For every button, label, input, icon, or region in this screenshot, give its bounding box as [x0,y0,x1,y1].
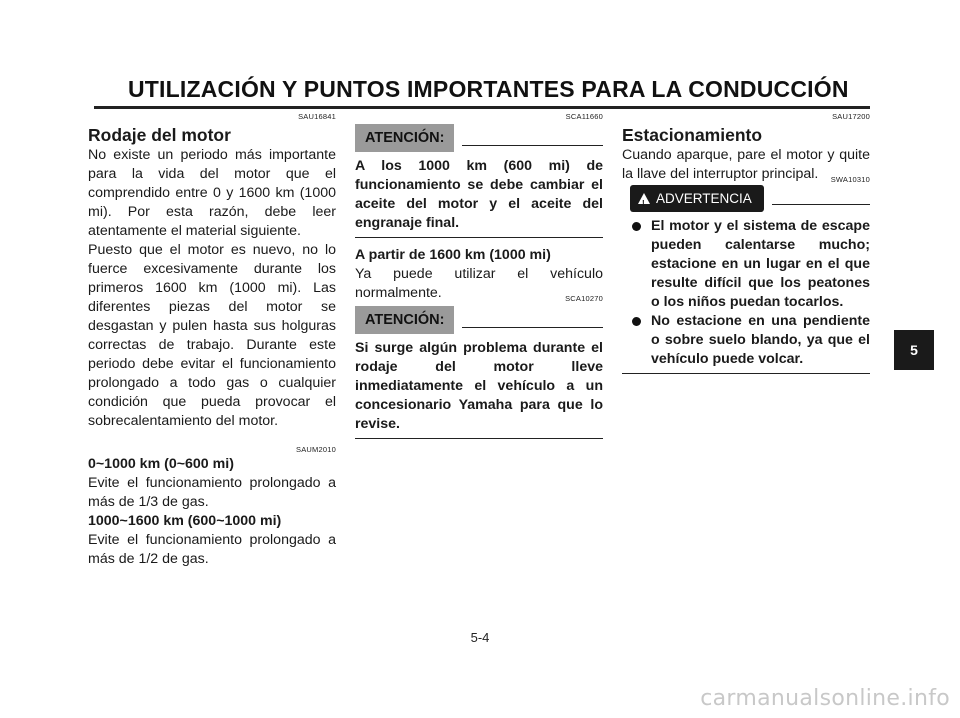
warning-label-box [630,185,764,212]
chapter-tab: 5 [894,330,934,370]
paragraph: Ya puede utilizar el vehículo normalmente. [355,266,603,301]
warning-header [622,185,870,211]
list-item: El motor y el sistema de escape pueden calentarse mucho; estacione en un lugar en el que resulte difícil que los peatones o los niños puedan tocarlos. [622,217,870,312]
section-code: SCA11660 [565,112,603,121]
notice-rule [462,327,603,328]
notice-text: A los 1000 km (600 mi) de funcionamiento se debe cambiar el aceite del motor y el aceite del engranaje final. [355,158,603,231]
section-title-estacionamiento: Estacionamiento [622,125,763,145]
warning-triangle-icon: ! [638,193,650,204]
list-item: No estacione en una pendiente o sobre suelo blando, ya que el vehículo puede volcar. [622,312,870,369]
section-code: SAUM2010 [296,445,336,454]
notice-header [355,123,603,153]
column-notices [355,112,603,439]
paragraph: Evite el funcionamiento prolongado a más de 1/2 de gas. [88,532,336,567]
paragraph: No existe un periodo más importante para la vida del motor que el comprendido entre 0 y 1600 km (1000 mi). Por esta razón, debe leer atentamente el material siguiente. [88,147,336,239]
bullet-icon [632,222,641,231]
section-title-rodaje: Rodaje del motor [88,125,231,145]
column-estacionamiento [622,112,870,374]
subheading: 0~1000 km (0~600 mi) [88,456,234,472]
paragraph: Puesto que el motor es nuevo, no lo fuerce excesivamente durante los primeros 1600 km (1000 mi). Las diferentes piezas del motor se desgastan y pulen hasta sus holguras correctas de trabajo. Durante este periodo debe evitar el funcionamiento prolongado a todo gas o cualquier condición que pueda provocar el sobrecalentamiento del motor. [88,242,336,429]
watermark: carmanualsonline.info [700,686,950,711]
notice-bottom-rule [355,438,603,439]
subheading: A partir de 1600 km (1000 mi) [355,247,551,263]
header-rule [94,106,870,109]
warning-list [622,217,870,369]
notice-bottom-rule [355,237,603,238]
column-rodaje [88,112,336,569]
warning-label: ADVERTENCIA [656,190,752,206]
notice-header [355,305,603,335]
section-code: SWA10310 [830,175,870,184]
subheading: 1000~1600 km (600~1000 mi) [88,513,282,529]
page-number: 5-4 [470,630,490,645]
paragraph: Evite el funcionamiento prolongado a más de 1/3 de gas. [88,475,336,510]
section-code: SAU17200 [832,112,870,121]
notice-rule [462,145,603,146]
warning-bottom-rule [622,373,870,374]
warning-rule [772,204,870,205]
notice-text: Si surge algún problema durante el rodaje del motor lleve inmediatamente el vehículo a un concesionario Yamaha para que lo revise. [355,340,603,432]
bullet-icon [632,317,641,326]
notice-label: ATENCIÓN: [355,306,454,334]
page-title: UTILIZACIÓN Y PUNTOS IMPORTANTES PARA LA CONDUCCIÓN [128,76,849,102]
notice-label: ATENCIÓN: [355,124,454,152]
paragraph: Cuando aparque, pare el motor y quite la llave del interruptor principal. [622,147,870,182]
section-code: SAU16841 [298,112,336,121]
section-code: SCA10270 [565,294,603,303]
